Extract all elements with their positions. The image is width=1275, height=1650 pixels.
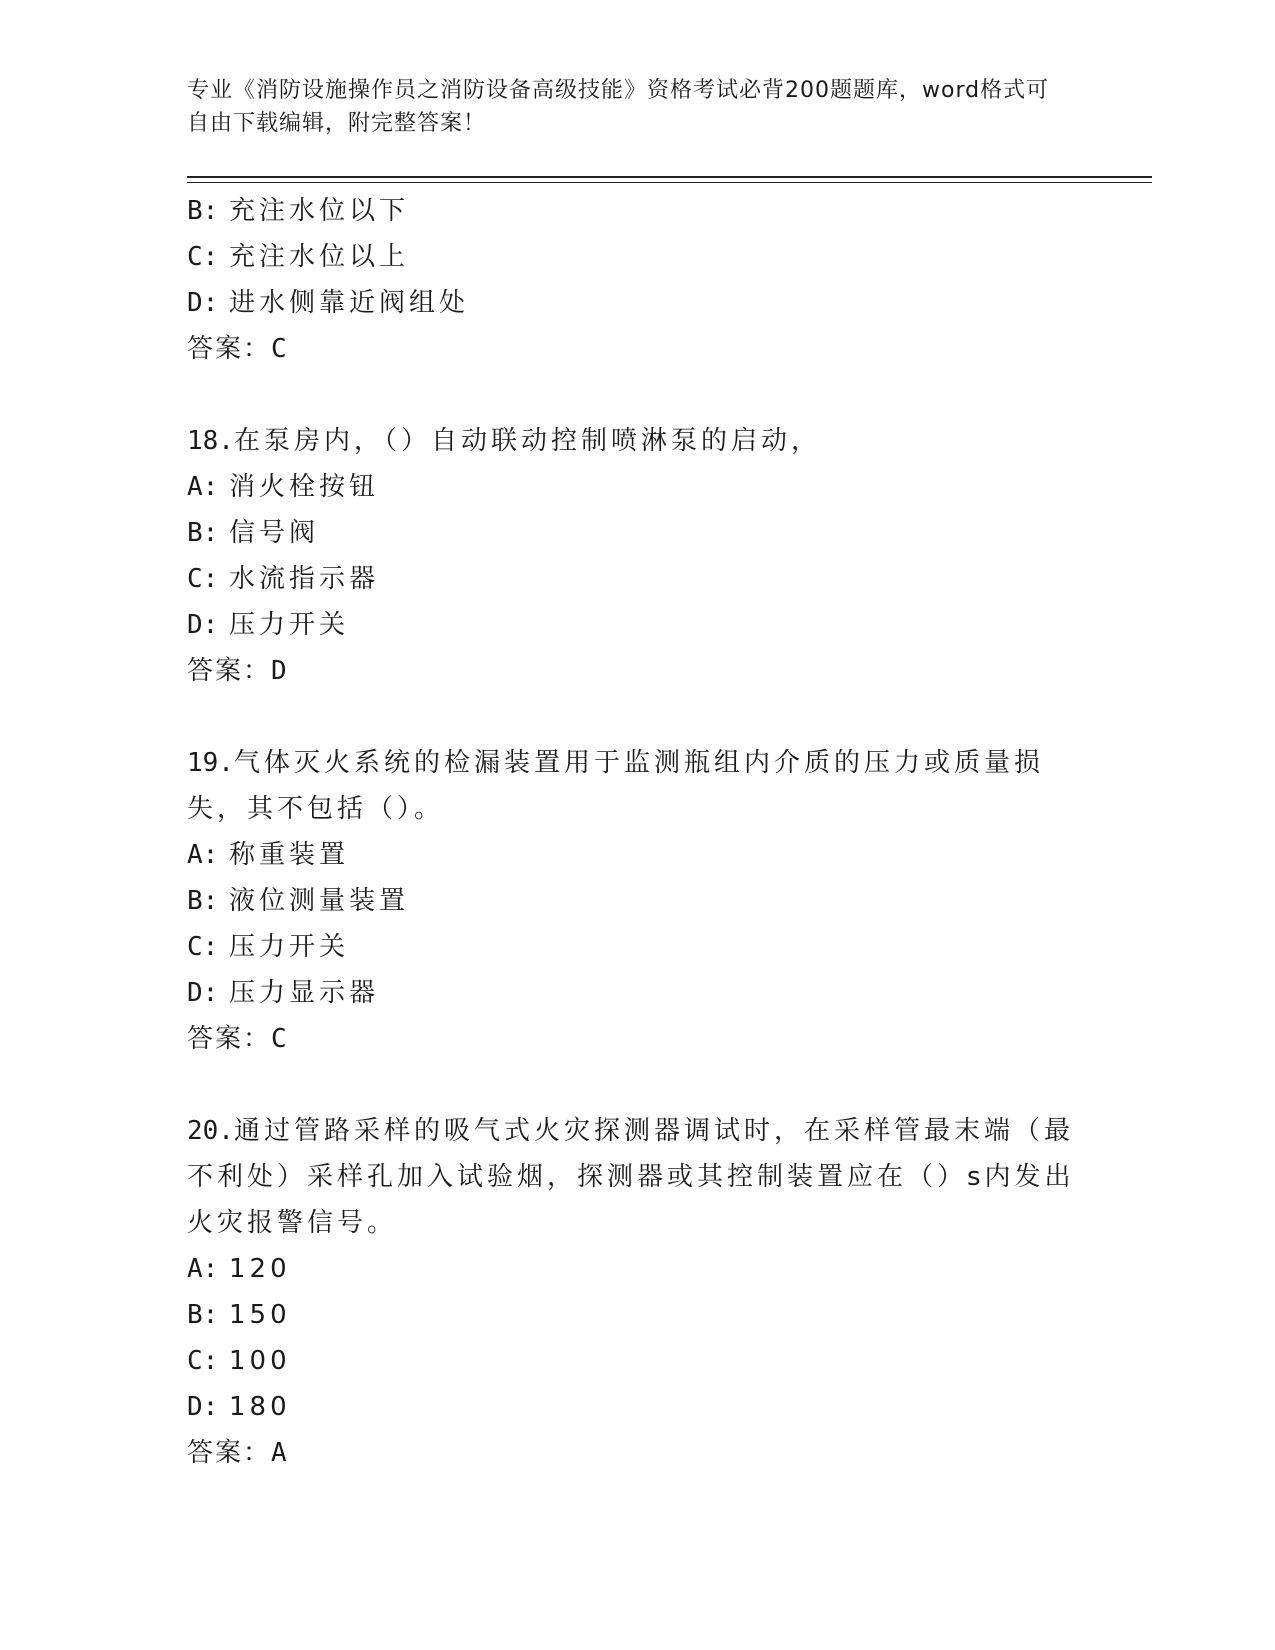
question-stem (187, 418, 1087, 464)
answer-value: D (271, 656, 289, 686)
answer-value: C (271, 334, 289, 364)
option-letter: D: (187, 288, 219, 318)
document-header: 专业《消防设施操作员之消防设备高级技能》资格考试必背200题题库，word格式可自由下载编辑，附完整答案！ (187, 78, 1050, 136)
answer-line (187, 648, 1087, 694)
answer-line (187, 1016, 1087, 1062)
question-text: 通过管路采样的吸气式火灾探测器调试时，在采样管最末端（最不利处）采样孔加入试验烟，探测器或其控制装置应在（）s内发出火灾报警信号。 (187, 1116, 1075, 1238)
option-letter: A: (187, 840, 219, 870)
answer-label: 答案： (187, 1024, 272, 1054)
option-text: 180 (229, 1392, 291, 1422)
answer-value: C (271, 1024, 289, 1054)
option-text: 压力开关 (229, 932, 350, 962)
option-text: 信号阀 (229, 518, 320, 548)
question-text: 在泵房内，（）自动联动控制喷淋泵的启动， (233, 426, 821, 456)
option-c (187, 556, 1087, 602)
question-number: 18. (187, 426, 234, 456)
answer-label: 答案： (187, 656, 272, 686)
option-text: 水流指示器 (229, 564, 380, 594)
option-d (187, 1384, 1087, 1430)
answer-line (187, 326, 1087, 372)
option-text: 压力开关 (229, 610, 350, 640)
option-b (187, 510, 1087, 556)
option-letter: C: (187, 1346, 219, 1376)
question-content (187, 188, 1087, 1476)
question-stem (187, 1108, 1087, 1246)
option-letter: D: (187, 1392, 219, 1422)
question-20-block (187, 1108, 1087, 1476)
answer-label: 答案： (187, 334, 272, 364)
question-text: 气体灭火系统的检漏装置用于监测瓶组内介质的压力或质量损失，其不包括（）。 (187, 748, 1044, 824)
header-rule-thick (187, 176, 1152, 178)
question-17-block (187, 188, 1087, 372)
option-letter: C: (187, 932, 219, 962)
option-d (187, 970, 1087, 1016)
question-19-block (187, 740, 1087, 1062)
option-letter: B: (187, 1300, 219, 1330)
spacer (187, 372, 1087, 418)
question-number: 19. (187, 748, 234, 778)
option-text: 消火栓按钮 (229, 472, 380, 502)
option-letter: D: (187, 978, 219, 1008)
question-stem (187, 740, 1087, 832)
answer-value: A (271, 1438, 289, 1468)
option-text: 进水侧靠近阀组处 (229, 288, 470, 318)
option-text: 称重装置 (229, 840, 350, 870)
option-letter: D: (187, 610, 219, 640)
option-letter: A: (187, 472, 219, 502)
option-b (187, 878, 1087, 924)
option-letter: A: (187, 1254, 219, 1284)
option-a (187, 464, 1087, 510)
option-text: 压力显示器 (229, 978, 380, 1008)
header-rule-thin (187, 182, 1152, 183)
option-a (187, 1246, 1087, 1292)
spacer (187, 694, 1087, 740)
option-letter: C: (187, 242, 219, 272)
option-letter: B: (187, 886, 219, 916)
spacer (187, 1062, 1087, 1108)
option-d (187, 280, 1087, 326)
option-text: 100 (229, 1346, 291, 1376)
option-letter: C: (187, 564, 219, 594)
option-b (187, 188, 1087, 234)
option-text: 液位测量装置 (229, 886, 410, 916)
answer-label: 答案： (187, 1438, 272, 1468)
option-text: 150 (229, 1300, 291, 1330)
option-text: 120 (229, 1254, 291, 1284)
option-a (187, 832, 1087, 878)
option-c (187, 234, 1087, 280)
question-18-block (187, 418, 1087, 694)
option-c (187, 924, 1087, 970)
option-letter: B: (187, 518, 219, 548)
option-b (187, 1292, 1087, 1338)
question-number: 20. (187, 1116, 234, 1146)
option-text: 充注水位以下 (229, 196, 410, 226)
option-d (187, 602, 1087, 648)
option-text: 充注水位以上 (229, 242, 410, 272)
option-c (187, 1338, 1087, 1384)
option-letter: B: (187, 196, 219, 226)
answer-line (187, 1430, 1087, 1476)
